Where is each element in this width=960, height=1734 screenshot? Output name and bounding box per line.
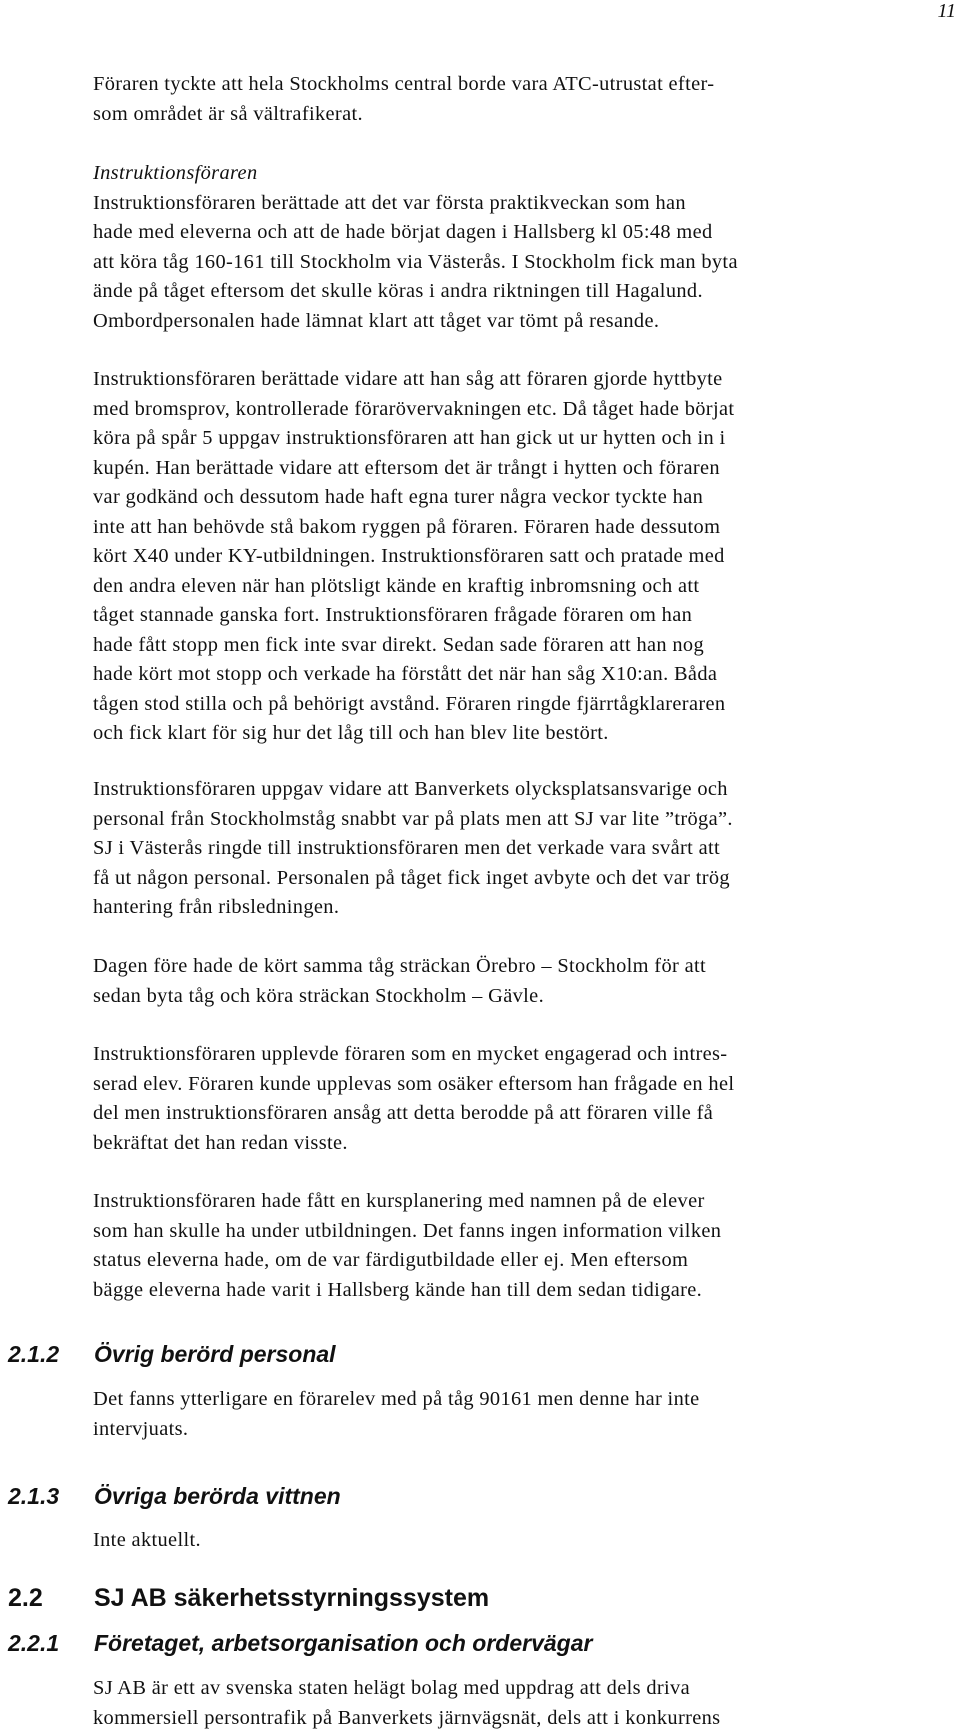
text-line: Föraren tyckte att hela Stockholms central borde vara ATC-utrustat efter- — [93, 73, 715, 95]
paragraph — [93, 1040, 955, 1158]
text-line: SJ AB är ett av svenska staten helägt bolag med uppdrag att dels driva — [93, 1677, 690, 1699]
text-line: intervjuats. — [93, 1417, 189, 1440]
text-line: den andra eleven när han plötsligt kände en kraftig inbromsning och att — [93, 574, 700, 597]
paragraph — [93, 775, 955, 923]
subheading-instruktionsforaren: Instruktionsföraren — [93, 162, 258, 184]
paragraph — [93, 159, 955, 336]
paragraph — [93, 1385, 955, 1444]
section-title: Övriga berörda vittnen — [94, 1483, 341, 1509]
text-line: bägge eleverna hade varit i Hallsberg kände han till dem sedan tidigare. — [93, 1278, 703, 1301]
text-line: personal från Stockholmståg snabbt var på plats men att SJ var lite ”tröga”. — [93, 807, 733, 830]
text-line: och fick klart för sig hur det låg till och han blev lite bestört. — [93, 722, 609, 744]
text-line: kupén. Han berättade vidare att eftersom det är trångt i hytten och föraren — [93, 456, 720, 479]
text-line: Instruktionsföraren upplevde föraren som en mycket engagerad och intres- — [93, 1043, 728, 1065]
text-line: var godkänd och dessutom hade haft egna turer några veckor tyckte han — [93, 486, 704, 508]
text-line: Instruktionsföraren berättade vidare att han såg att föraren gjorde hyttbyte — [93, 368, 723, 390]
text-line: Instruktionsföraren berättade att det var första praktikveckan som han — [93, 191, 686, 214]
section-heading-2-2 — [8, 1584, 489, 1613]
text-line: SJ i Västerås ringde till instruktionsföraren men det verkade vara svårt att — [93, 837, 721, 859]
text-line: status eleverna hade, om de var färdigutbildade eller ej. Men eftersom — [93, 1249, 689, 1271]
text-line: hantering från ribsledningen. — [93, 896, 340, 918]
paragraph — [93, 952, 955, 1011]
text-line: serad elev. Föraren kunde upplevas som osäker eftersom han frågade en hel — [93, 1072, 735, 1095]
text-line: Instruktionsföraren uppgav vidare att Banverkets olycksplatsansvarige och — [93, 778, 728, 800]
paragraph — [93, 1187, 955, 1305]
section-heading-2-1-2 — [8, 1341, 336, 1368]
text-line: som han skulle ha under utbildningen. Det fanns ingen information vilken — [93, 1219, 722, 1242]
text-line: Det fanns ytterligare en förarelev med på tåg 90161 men denne har inte — [93, 1388, 700, 1410]
section-number: 2.1.2 — [8, 1341, 60, 1367]
text-line: Inte aktuellt. — [93, 1529, 201, 1551]
text-line: tåget stannade ganska fort. Instruktionsföraren frågade föraren om han — [93, 604, 693, 626]
text-line: Dagen före hade de kört samma tåg sträckan Örebro – Stockholm för att — [93, 955, 707, 977]
text-line: inte att han behövde stå bakom ryggen på föraren. Föraren hade dessutom — [93, 515, 721, 538]
section-title: SJ AB säkerhetsstyrningssystem — [94, 1584, 490, 1612]
section-heading-2-2-1 — [8, 1630, 592, 1657]
text-line: hade med eleverna och att de hade börjat dagen i Hallsberg kl 05:48 med — [93, 221, 713, 243]
text-line: hade fått stopp men fick inte svar direkt. Sedan sade föraren att han nog — [93, 633, 705, 656]
text-line: Instruktionsföraren hade fått en kursplanering med namnen på de elever — [93, 1190, 705, 1212]
section-title: Företaget, arbetsorganisation och ordervägar — [94, 1630, 593, 1656]
text-line: köra på spår 5 uppgav instruktionsföraren att han gick ut ur hytten och in i — [93, 427, 726, 449]
paragraph — [93, 1674, 955, 1733]
paragraph — [93, 70, 955, 129]
section-number: 2.1.3 — [8, 1483, 60, 1509]
text-line: kört X40 under KY-utbildningen. Instruktionsföraren satt och pratade med — [93, 545, 725, 567]
text-line: del men instruktionsföraren ansåg att detta berodde på att föraren ville få — [93, 1102, 714, 1124]
section-number: 2.2.1 — [8, 1630, 60, 1656]
text-line: kommersiell persontrafik på Banverkets järnvägsnät, dels att i konkurrens — [93, 1706, 721, 1729]
paragraph — [93, 365, 955, 749]
text-line: sedan byta tåg och köra sträckan Stockholm – Gävle. — [93, 984, 545, 1007]
text-line: få ut någon personal. Personalen på tåget fick inget avbyte och det var trög — [93, 866, 730, 889]
text-line: ände på tåget eftersom det skulle köras i andra riktningen till Hagalund. — [93, 280, 703, 302]
paragraph — [93, 1526, 955, 1556]
page-number: 11 — [937, 0, 956, 22]
text-line: med bromsprov, kontrollerade förarövervakningen etc. Då tåget hade börjat — [93, 397, 735, 420]
text-line: tågen stod stilla och på behörigt avstånd. Föraren ringde fjärrtågklareraren — [93, 692, 726, 715]
section-number: 2.2 — [8, 1584, 43, 1612]
section-title: Övrig berörd personal — [94, 1341, 336, 1367]
text-line: att köra tåg 160-161 till Stockholm via Västerås. I Stockholm fick man byta — [93, 250, 738, 273]
text-line: hade kört mot stopp och verkade ha förstått det när han såg X10:an. Båda — [93, 663, 718, 685]
text-line: bekräftat det han redan visste. — [93, 1131, 348, 1154]
text-line: som området är så vältrafikerat. — [93, 102, 363, 125]
section-heading-2-1-3 — [8, 1483, 341, 1510]
text-line: Ombordpersonalen hade lämnat klart att tåget var tömt på resande. — [93, 309, 660, 332]
